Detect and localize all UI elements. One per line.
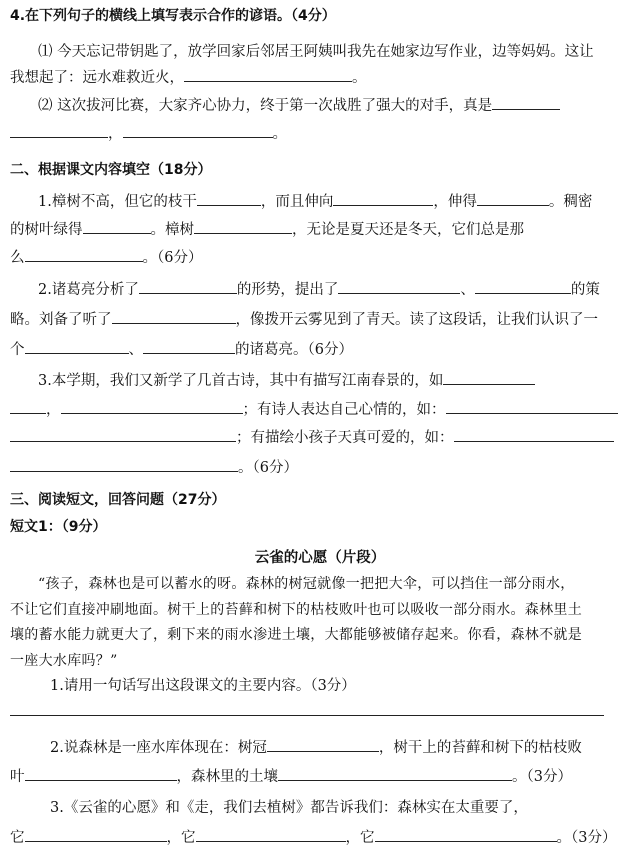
s2-p2-line2: 略。刘备了听了 ，像拨开云雾见到了青天。读了这段话，让我们认识了一 — [10, 308, 640, 330]
answer-blank[interactable] — [83, 218, 151, 234]
q4-sentence1-line1: ⑴ 今天忘记带钥匙了，放学回家后邻居王阿姨叫我先在她家边写作业，边等妈妈。这让 — [38, 44, 594, 60]
s3-q1-answer-line — [10, 700, 640, 722]
answer-blank[interactable] — [143, 338, 235, 354]
answer-blank[interactable] — [475, 278, 571, 294]
answer-blank[interactable] — [10, 398, 46, 414]
q4-sentence2-line2: ， 。 — [10, 122, 640, 144]
s3-q2-line1: 2.说森林是一座水库体现在：树冠 ，树干上的苔藓和树下的枯枝败 — [50, 736, 640, 758]
s2-p1-line1: 1.樟树不高，但它的枝干 ，而且伸向 ，伸得 。稠密 — [38, 190, 640, 212]
q4-sentence2-line1: ⑵ 这次拔河比赛，大家齐心协力，终于第一次战胜了强大的对手，真是 — [38, 94, 640, 116]
s2-p3-line2: ， ；有诗人表达自己心情的，如： — [10, 398, 640, 420]
passage-line: “孩子，森林也是可以蓄水的呀。森林的树冠就像一把把大伞，可以挡住一部分雨水， — [38, 576, 575, 592]
answer-blank[interactable] — [194, 218, 292, 234]
s2-p3-line1: 3.本学期，我们又新学了几首古诗，其中有描写江南春景的，如 — [38, 369, 640, 391]
passage-title: 云雀的心愿（片段） — [254, 549, 386, 566]
passage-line: 一座大水库吗？” — [10, 653, 118, 669]
answer-blank[interactable] — [267, 736, 379, 752]
answer-blank[interactable] — [123, 122, 273, 138]
q4-sentence1-line2: 我想起了：远水难救近火， 。 — [10, 66, 640, 88]
answer-blank[interactable] — [61, 398, 243, 414]
answer-blank[interactable] — [25, 826, 167, 842]
s3-q3-line1: 3.《云雀的心愿》和《走，我们去植树》都告诉我们：森林实在太重要了， — [50, 800, 528, 816]
answer-blank[interactable] — [278, 765, 512, 781]
answer-blank[interactable] — [443, 369, 535, 385]
answer-blank[interactable] — [197, 190, 261, 206]
q4-heading: 4.在下列句子的横线上填写表示合作的谚语。（4分） — [10, 8, 336, 24]
s3-q2-line2: 叶 ，森林里的土壤 。（3分） — [10, 765, 640, 787]
section3-heading: 三、阅读短文，回答问题（27分） — [10, 492, 226, 508]
answer-blank[interactable] — [333, 190, 433, 206]
answer-blank[interactable] — [446, 398, 618, 414]
passage-line: 壤的蓄水能力就更大了，剩下来的雨水渗进土壤，大都能够被储存起来。你看，森林不就是 — [10, 627, 582, 643]
answer-blank[interactable] — [10, 426, 236, 442]
s2-p2-line1: 2.诸葛亮分析了 的形势，提出了 、 的策 — [38, 278, 640, 300]
answer-blank[interactable] — [184, 66, 352, 82]
answer-blank[interactable] — [139, 278, 237, 294]
answer-blank[interactable] — [25, 246, 143, 262]
answer-blank[interactable] — [375, 826, 557, 842]
passage-line: 不让它们直接冲刷地面。树干上的苔藓和树下的枯枝败叶也可以吸收一部分雨水。森林里土 — [10, 602, 582, 618]
answer-blank[interactable] — [196, 826, 346, 842]
answer-blank[interactable] — [338, 278, 460, 294]
s2-p2-line3: 个 、 的诸葛亮。（6分） — [10, 338, 640, 360]
answer-blank[interactable] — [25, 765, 177, 781]
answer-blank[interactable] — [492, 94, 560, 110]
answer-blank[interactable] — [454, 426, 614, 442]
s2-p1-line3: 么 。（6分） — [10, 246, 640, 268]
s3-q1: 1.请用一句话写出这段课文的主要内容。（3分） — [50, 678, 356, 694]
answer-blank[interactable] — [477, 190, 549, 206]
s2-p1-line2: 的树叶绿得 。樟树 ，无论是夏天还是冬天，它们总是那 — [10, 218, 640, 240]
s2-p3-line3: ；有描绘小孩子天真可爱的，如： — [10, 426, 640, 448]
section2-heading: 二、根据课文内容填空（18分） — [10, 162, 212, 178]
answer-blank[interactable] — [10, 122, 108, 138]
s3-q3-line2: 它 ，它 ，它 。（3分） — [10, 826, 640, 848]
s2-p3-line4: 。（6分） — [10, 456, 640, 478]
answer-blank[interactable] — [10, 700, 604, 716]
answer-blank[interactable] — [112, 308, 236, 324]
passage-label: 短文1：（9分） — [10, 519, 107, 535]
answer-blank[interactable] — [10, 456, 238, 472]
answer-blank[interactable] — [25, 338, 129, 354]
